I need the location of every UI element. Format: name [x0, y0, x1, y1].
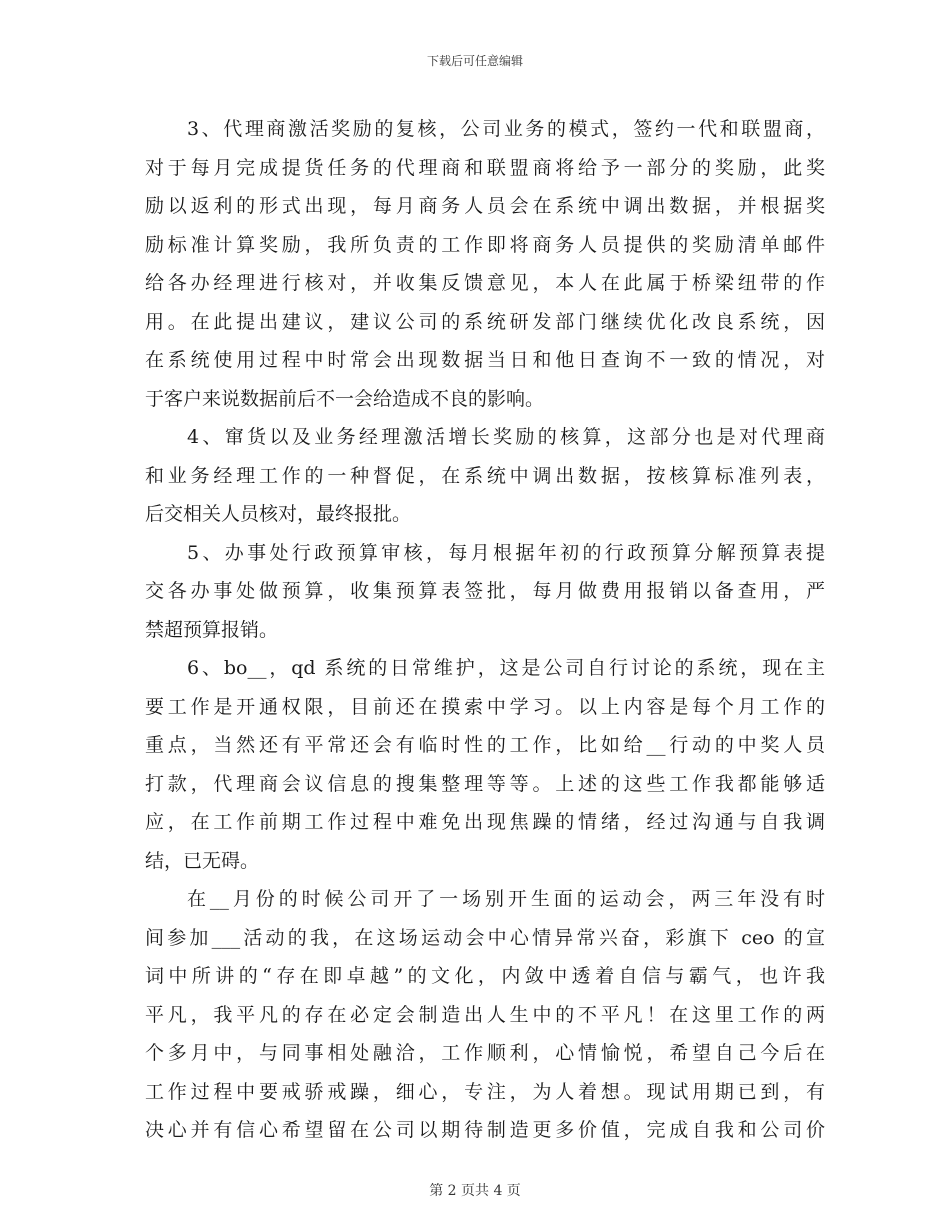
- text-line: 决心并有信心希望留在公司以期待制造更多价值，完成自我和公司价: [145, 1119, 825, 1141]
- text-line: 在__月份的时候公司开了一场别开生面的运动会，两三年没有时: [187, 888, 825, 910]
- page-header: 下载后可任意编辑: [426, 54, 523, 68]
- text-line: 励以返利的形式出现，每月商务人员会在系统中调出数据，并根据奖: [145, 195, 825, 217]
- text-line: 给各办经理进行核对，并收集反馈意见，本人在此属于桥梁纽带的作: [145, 272, 825, 294]
- text-line: 用。在此提出建议，建议公司的系统研发部门继续优化改良系统，因: [145, 310, 825, 333]
- text-line: 词中所讲的“存在即卓越”的文化，内敛中透着自信与霸气，也许我: [145, 965, 825, 987]
- text-line: 在系统使用过程中时常会出现数据当日和他日查询不一致的情况，对: [145, 349, 825, 371]
- text-line: 对于每月完成提货任务的代理商和联盟商将给予一部分的奖励，此奖: [145, 156, 825, 179]
- text-line: 个多月中，与同事相处融洽，工作顺利，心情愉悦，希望自己今后在: [145, 1042, 825, 1064]
- text-line: 于客户来说数据前后不一会给造成不良的影响。: [145, 387, 545, 410]
- text-line: 重点，当然还有平常还会有临时性的工作，比如给__行动的中奖人员: [145, 734, 825, 756]
- text-line: 交各办事处做预算，收集预算表签批，每月做费用报销以备查用，严: [145, 580, 825, 602]
- text-line: 工作过程中要戒骄戒躁，细心，专注，为人着想。现试用期已到，有: [145, 1080, 825, 1103]
- text-line: 打款，代理商会议信息的搜集整理等等。上述的这些工作我都能够适: [145, 772, 825, 795]
- text-line: 禁超预算报销。: [145, 618, 279, 641]
- text-line: 要工作是开通权限，目前还在摸索中学习。以上内容是每个月工作的: [145, 695, 825, 718]
- text-line: 应，在工作前期工作过程中难免出现焦躁的情绪，经过沟通与自我调: [145, 811, 825, 833]
- text-line: 励标准计算奖励，我所负责的工作即将商务人员提供的奖励清单邮件: [145, 233, 825, 256]
- paragraph-item-4: [145, 418, 825, 534]
- text-line: 6、bo__，qd 系统的日常维护，这是公司自行讨论的系统，现在主: [187, 657, 825, 679]
- paragraph-item-3: [145, 110, 825, 418]
- paragraph-closing: [145, 880, 825, 1150]
- page-number: 第 2 页共 4 页: [429, 1183, 521, 1199]
- text-line: 间参加___活动的我，在这场运动会中心情异常兴奋，彩旗下 ceo 的宣: [145, 926, 825, 949]
- text-line: 后交相关人员核对，最终报批。: [145, 503, 412, 525]
- text-line: 和业务经理工作的一种督促，在系统中调出数据，按核算标准列表，: [145, 464, 825, 487]
- paragraph-item-5: [145, 534, 825, 650]
- text-line: 平凡，我平凡的存在必定会制造出人生中的不平凡！在这里工作的两: [145, 1003, 825, 1026]
- document-body: [145, 110, 825, 1150]
- text-line: 4、窜货以及业务经理激活增长奖励的核算，这部分也是对代理商: [187, 426, 825, 448]
- text-line: 3、代理商激活奖励的复核，公司业务的模式，签约一代和联盟商，: [187, 118, 825, 140]
- text-line: 5、办事处行政预算审核，每月根据年初的行政预算分解预算表提: [187, 541, 825, 564]
- paragraph-item-6: [145, 649, 825, 880]
- text-line: 结，已无碍。: [145, 849, 260, 872]
